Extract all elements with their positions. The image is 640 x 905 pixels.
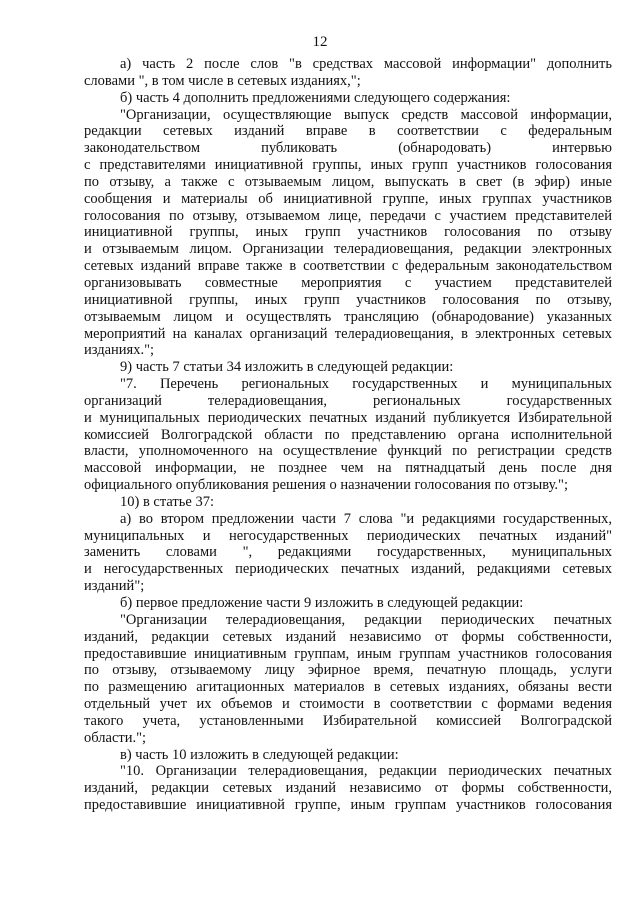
text-line: а) во втором предложении части 7 слова "и редакциями государственных,	[120, 510, 612, 527]
text-line: по размещению агитационных материалов в сетевых изданиях, обязаны вести	[84, 679, 612, 696]
text-line: отзываемым лицом и осуществлять трансляцию (обнародование) указанных	[84, 308, 612, 325]
text-line: такого учета, установленными Избирательной комиссией Волгоградской	[84, 712, 612, 729]
text-line: словами ", в том числе в сетевых изданиях,";	[84, 72, 361, 89]
text-line: и муниципальных периодических печатных изданий публикуется Избирательной	[84, 409, 612, 426]
text-line: предоставившие инициативной группе, иным группам участников голосования	[84, 797, 612, 814]
text-line: "Организации телерадиовещания, редакции периодических печатных	[120, 611, 612, 628]
text-line: власти, уполномоченного на осуществление функций по регистрации средств	[84, 443, 612, 460]
text-line: по отзыву, а также с отзываемым лицом, выпускать в свет (в эфир) иные	[84, 173, 612, 190]
text-line: голосования по отзыву, отзываемом лице, передачи с участием представителей	[84, 207, 612, 224]
text-line: и отзываемым лицом. Организации телерадиовещания, редакции электронных	[84, 241, 612, 258]
text-line: с представителями инициативной группы, иных групп участников голосования	[84, 157, 612, 174]
text-line: изданий";	[84, 578, 145, 595]
text-line: сетевых изданий вправе также в соответствии с федеральным законодательством	[84, 258, 612, 275]
text-line: "10. Организации телерадиовещания, редакции периодических печатных	[120, 763, 612, 780]
text-line: редакции сетевых изданий вправе в соответствии с федеральным	[84, 123, 612, 140]
text-line: предоставившие инициативным группам, иным группам участников голосования	[84, 645, 612, 662]
text-line: инициативной группы, иных групп участников голосования по отзыву	[84, 224, 612, 241]
text-line: комиссией Волгоградской области по представлению органа исполнительной	[84, 426, 612, 443]
text-line: в) часть 10 изложить в следующей редакции:	[120, 746, 399, 763]
text-line: изданиях.";	[84, 342, 155, 359]
text-line: мероприятий на каналах организаций телерадиовещания, в электронных сетевых	[84, 325, 612, 342]
text-line: муниципальных и негосударственных периодических печатных изданий"	[84, 527, 612, 544]
text-line: заменить словами ", редакциями государственных, муниципальных	[84, 544, 612, 561]
text-line: и негосударственных периодических печатных изданий, редакциями сетевых	[84, 561, 612, 578]
text-line: б) первое предложение части 9 изложить в следующей редакции:	[120, 595, 524, 611]
text-line: организаций телерадиовещания, региональных государственных	[84, 392, 612, 409]
text-line: "Организации, осуществляющие выпуск средств массовой информации,	[120, 106, 612, 123]
text-line: сообщения и материалы об инициативной группе, иных группах участников	[84, 190, 612, 207]
page-number: 12	[312, 34, 328, 50]
text-line: организовывать совместные мероприятия с участием представителей	[84, 274, 612, 291]
text-line: области.";	[84, 729, 147, 746]
text-line: отдельный учет их объемов и стоимости в соответствии с формами ведения	[84, 696, 612, 713]
text-line: 9) часть 7 статьи 34 изложить в следующей редакции:	[120, 359, 454, 376]
text-line: изданий, редакции сетевых изданий независимо от формы собственности,	[84, 780, 612, 797]
text-line: законодательством публиковать (обнародовать) интервью	[84, 140, 612, 157]
text-line: б) часть 4 дополнить предложениями следующего содержания:	[120, 89, 511, 106]
text-line: по отзыву, отзываемому лицу эфирное время, печатную площадь, услуги	[84, 662, 612, 679]
text-line: "7. Перечень региональных государственных и муниципальных	[120, 376, 612, 393]
document-body	[84, 56, 612, 814]
text-line: массовой информации, не позднее чем на пятнадцатый день после дня	[84, 460, 612, 477]
text-line: а) часть 2 после слов "в средствах массовой информации" дополнить	[120, 56, 612, 72]
text-line: официального опубликования решения о назначении голосования по отзыву.";	[84, 477, 568, 494]
text-line: инициативной группы, иных групп участников голосования по отзыву,	[84, 291, 612, 308]
text-line: 10) в статье 37:	[120, 493, 214, 510]
text-line: изданий, редакции сетевых изданий независимо от формы собственности,	[84, 628, 612, 645]
